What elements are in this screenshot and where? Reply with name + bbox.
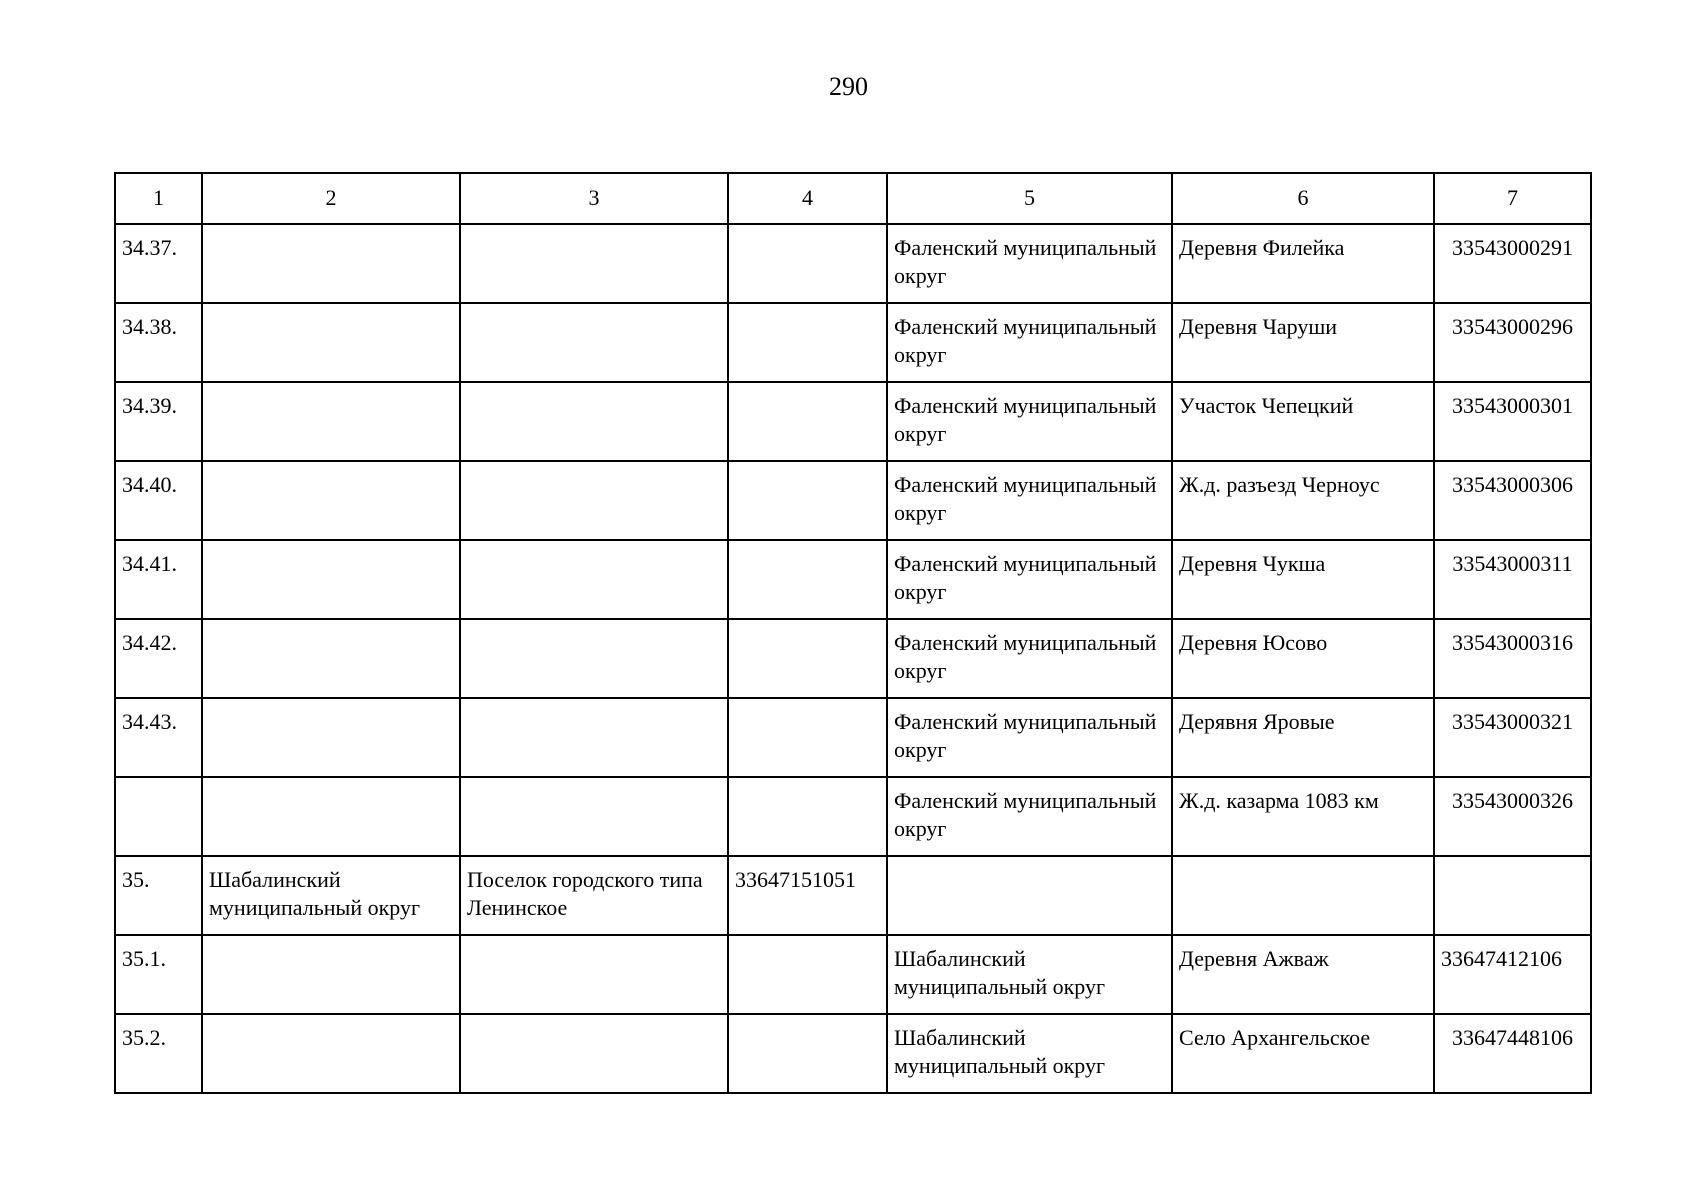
municipal-district xyxy=(202,777,460,856)
admin-center-code: 33647151051 xyxy=(728,856,887,935)
municipal-district xyxy=(202,1014,460,1093)
row-number xyxy=(115,777,202,856)
admin-center xyxy=(460,303,728,382)
admin-center-code xyxy=(728,935,887,1014)
district-name xyxy=(887,856,1172,935)
admin-center xyxy=(460,935,728,1014)
row-number: 35.2. xyxy=(115,1014,202,1093)
table-row xyxy=(115,303,1591,382)
admin-center: Поселок городского типа Ленинское xyxy=(460,856,728,935)
settlement-name: Деревня Чаруши xyxy=(1172,303,1434,382)
settlement-code: 33543000296 xyxy=(1434,303,1591,382)
settlement-name: Ж.д. казарма 1083 км xyxy=(1172,777,1434,856)
admin-center xyxy=(460,224,728,303)
admin-center xyxy=(460,461,728,540)
municipal-district: Шабалинский муниципальный округ xyxy=(202,856,460,935)
district-name: Шабалинский муниципальный округ xyxy=(887,1014,1172,1093)
page-number: 290 xyxy=(829,72,868,101)
municipal-district xyxy=(202,224,460,303)
admin-center-code xyxy=(728,382,887,461)
admin-center-code xyxy=(728,777,887,856)
row-number: 34.42. xyxy=(115,619,202,698)
district-name: Фаленский муниципальный округ xyxy=(887,619,1172,698)
settlement-code: 33647448106 xyxy=(1434,1014,1591,1093)
table-row xyxy=(115,698,1591,777)
district-name: Фаленский муниципальный округ xyxy=(887,382,1172,461)
settlement-code: 33543000321 xyxy=(1434,698,1591,777)
table-row xyxy=(115,777,1591,856)
municipal-district xyxy=(202,540,460,619)
district-name: Шабалинский муниципальный округ xyxy=(887,935,1172,1014)
municipal-district xyxy=(202,303,460,382)
column-header: 2 xyxy=(202,173,460,224)
district-name: Фаленский муниципальный округ xyxy=(887,540,1172,619)
municipal-district xyxy=(202,619,460,698)
settlement-code: 33543000306 xyxy=(1434,461,1591,540)
table-row xyxy=(115,856,1591,935)
row-number: 34.39. xyxy=(115,382,202,461)
settlement-name: Деревня Юсово xyxy=(1172,619,1434,698)
admin-center-code xyxy=(728,303,887,382)
table-row xyxy=(115,619,1591,698)
admin-center xyxy=(460,540,728,619)
settlement-code: 33647412106 xyxy=(1434,935,1591,1014)
row-number: 34.41. xyxy=(115,540,202,619)
admin-center-code xyxy=(728,461,887,540)
district-name: Фаленский муниципальный округ xyxy=(887,303,1172,382)
settlement-name: Деревня Филейка xyxy=(1172,224,1434,303)
municipal-district xyxy=(202,461,460,540)
settlement-name: Дерявня Яровые xyxy=(1172,698,1434,777)
column-header: 4 xyxy=(728,173,887,224)
column-header: 3 xyxy=(460,173,728,224)
municipal-district xyxy=(202,935,460,1014)
settlement-name: Село Архангельское xyxy=(1172,1014,1434,1093)
admin-center xyxy=(460,698,728,777)
admin-center-code xyxy=(728,540,887,619)
table-row xyxy=(115,935,1591,1014)
settlements-table xyxy=(114,172,1592,1094)
settlement-name: Участок Чепецкий xyxy=(1172,382,1434,461)
table-row xyxy=(115,382,1591,461)
table-row xyxy=(115,540,1591,619)
settlement-code: 33543000301 xyxy=(1434,382,1591,461)
row-number: 34.37. xyxy=(115,224,202,303)
municipal-district xyxy=(202,698,460,777)
settlement-name: Деревня Ажваж xyxy=(1172,935,1434,1014)
settlement-code: 33543000326 xyxy=(1434,777,1591,856)
column-header: 6 xyxy=(1172,173,1434,224)
admin-center-code xyxy=(728,1014,887,1093)
admin-center xyxy=(460,382,728,461)
settlement-name: Ж.д. разъезд Черноус xyxy=(1172,461,1434,540)
admin-center xyxy=(460,777,728,856)
table-row xyxy=(115,224,1591,303)
row-number: 35.1. xyxy=(115,935,202,1014)
settlement-code: 33543000311 xyxy=(1434,540,1591,619)
row-number: 34.38. xyxy=(115,303,202,382)
column-header: 5 xyxy=(887,173,1172,224)
settlement-name xyxy=(1172,856,1434,935)
admin-center xyxy=(460,1014,728,1093)
district-name: Фаленский муниципальный округ xyxy=(887,461,1172,540)
settlement-name: Деревня Чукша xyxy=(1172,540,1434,619)
column-header: 7 xyxy=(1434,173,1591,224)
row-number: 34.43. xyxy=(115,698,202,777)
district-name: Фаленский муниципальный округ xyxy=(887,698,1172,777)
table-row xyxy=(115,1014,1591,1093)
admin-center-code xyxy=(728,224,887,303)
column-header: 1 xyxy=(115,173,202,224)
settlement-code: 33543000316 xyxy=(1434,619,1591,698)
admin-center-code xyxy=(728,698,887,777)
admin-center xyxy=(460,619,728,698)
row-number: 35. xyxy=(115,856,202,935)
admin-center-code xyxy=(728,619,887,698)
municipal-district xyxy=(202,382,460,461)
row-number: 34.40. xyxy=(115,461,202,540)
table-header-row xyxy=(115,173,1591,224)
district-name: Фаленский муниципальный округ xyxy=(887,777,1172,856)
settlement-code: 33543000291 xyxy=(1434,224,1591,303)
table-row xyxy=(115,461,1591,540)
settlement-code xyxy=(1434,856,1591,935)
district-name: Фаленский муниципальный округ xyxy=(887,224,1172,303)
